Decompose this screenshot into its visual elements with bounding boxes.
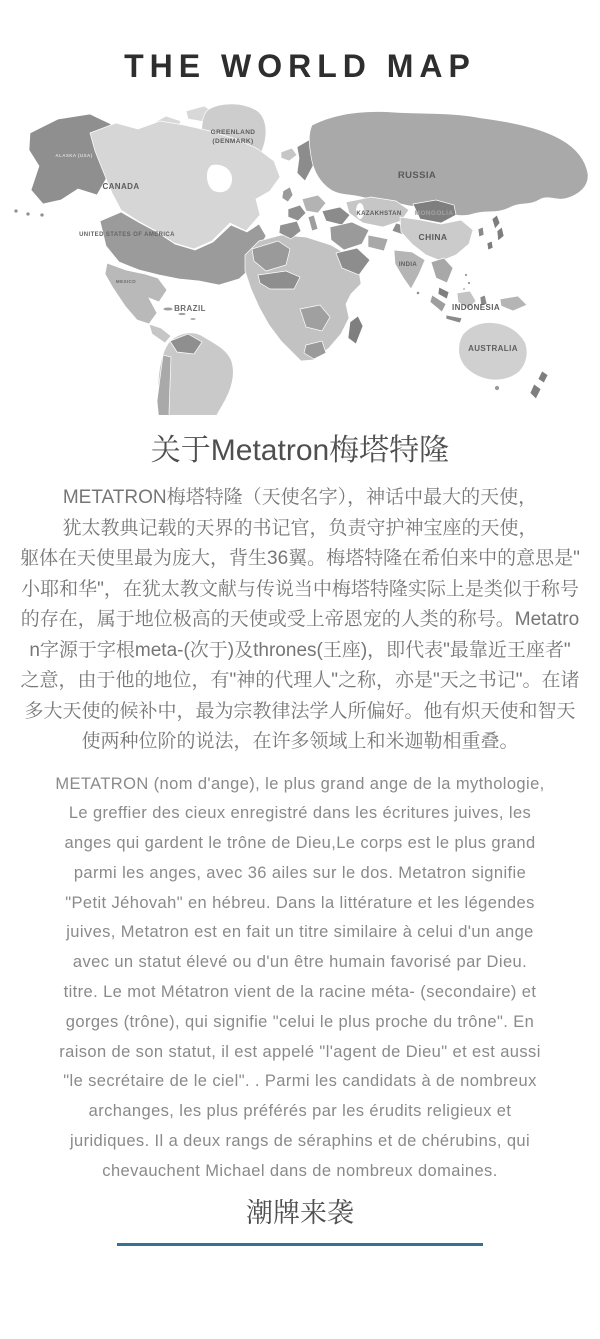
- asia-shapes: [309, 112, 588, 299]
- text-line: avec un statut élevé ou d'un être humain favorisé par Dieu.: [72, 953, 528, 972]
- map-label-indonesia: INDONESIA: [451, 303, 501, 312]
- text-line: anges qui gardent le trône de Dieu,Le corps est le plus grand: [64, 834, 536, 853]
- text-line: Le greffier des cieux enregistré dans les écritures juives, les: [68, 804, 532, 823]
- north-america-shapes: [14, 104, 297, 343]
- map-label-alaska: ALASKA (USA): [55, 153, 93, 158]
- text-line: 小耶和华"，在犹太教文献与传说当中梅塔特隆实际上是类似于称号: [21, 578, 579, 600]
- text-line: METATRON梅塔特隆（天使名字），神话中最大的天使，: [62, 487, 538, 508]
- text-line: chevauchent Michael dans de nombreux domaines.: [102, 1161, 498, 1180]
- map-label-brazil: BRAZIL: [174, 304, 206, 313]
- map-label-canada: CANADA: [102, 182, 140, 191]
- text-line: gorges (trône), qui signifie "celui le plus proche du trône". En: [65, 1012, 535, 1031]
- text-line: 犹太教典记载的天界的书记官，负责守护神宝座的天使，: [62, 517, 538, 539]
- french-description-paragraph: [0, 770, 600, 1187]
- map-label-greenland-denmark: (DENMARK): [212, 138, 254, 145]
- map-label-australia: AUSTRALIA: [468, 344, 518, 353]
- map-label-kazakhstan: KAZAKHSTAN: [356, 211, 402, 217]
- south-america-shapes: [157, 333, 233, 415]
- text-line: n字源于字根meta-(次于)及thrones(王座)，即代表"最靠近王座者": [29, 639, 571, 661]
- map-label-mexico: MEXICO: [115, 279, 137, 284]
- text-line: archanges, les plus préférés par les érudits religieux et: [88, 1102, 512, 1121]
- map-label-greenland: GREENLAND: [210, 129, 256, 136]
- world-map-svg: [0, 103, 600, 415]
- section-heading-metatron: 关于Metatron梅塔特隆: [150, 434, 450, 467]
- map-label-mongolia: MONGOLIA: [414, 210, 454, 217]
- text-line: 的存在，属于地位极高的天使或受上帝恩宠的人类的称号。Metatro: [20, 609, 580, 630]
- text-line: 躯体在天使里最为庞大，背生36翼。梅塔特隆在希伯来中的意思是": [20, 548, 580, 569]
- map-label-china: CHINA: [418, 232, 448, 242]
- text-line: METATRON (nom d'ange), le plus grand ange de la mythologie,: [55, 774, 545, 793]
- world-map-image: [0, 103, 600, 415]
- text-line: juridiques. Il a deux rangs de séraphins et de chérubins, qui: [69, 1132, 531, 1151]
- text-line: titre. Le mot Métatron vient de la racine méta- (secondaire) et: [63, 983, 537, 1002]
- text-line: 之意，由于他的地位，有"神的代理人"之称，亦是"天之书记"。在诸: [20, 670, 580, 691]
- map-label-russia: RUSSIA: [397, 170, 437, 181]
- text-line: 多大天使的候补中，最为宗教律法学人所偏好。他有炽天使和智天: [24, 700, 576, 722]
- footer-heading-trend: 潮牌来袭: [246, 1197, 354, 1228]
- text-line: "Petit Jéhovah" en hébreu. Dans la littérature et les légendes: [65, 893, 535, 912]
- text-line: raison de son statut, il est appelé "l'agent de Dieu" et est aussi: [59, 1042, 541, 1061]
- text-line: "le secrétaire de le ciel". . Parmi les candidats à de nombreux: [63, 1072, 537, 1091]
- text-line: juives, Metatron est en fait un titre similaire à celui d'un ange: [66, 923, 534, 942]
- text-line: 使两种位阶的说法，在许多领域上和米迦勒相重叠。: [81, 731, 519, 752]
- page-title: THE WORLD MAP: [124, 48, 476, 84]
- chinese-description-paragraph: [0, 483, 600, 758]
- text-line: parmi les anges, avec 36 ailes sur le dos. Metatron signifie: [73, 863, 527, 882]
- map-label-india: INDIA: [398, 262, 418, 268]
- bottom-divider-line: [117, 1243, 483, 1246]
- map-label-usa: UNITED STATES OF AMERICA: [79, 232, 175, 238]
